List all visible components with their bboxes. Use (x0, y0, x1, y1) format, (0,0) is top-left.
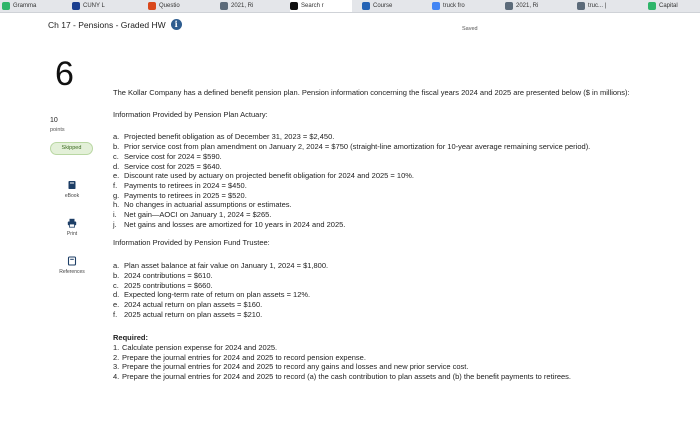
actuary-list (113, 132, 653, 229)
list-item (113, 220, 653, 230)
spacer (113, 319, 653, 333)
list-marker: i. (113, 210, 117, 220)
browser-tab[interactable] (577, 0, 637, 12)
list-text: Prepare the journal entries for 2024 and 2025 to record (a) the cash contribution to plan assets and (b) the benefit payments to retirees. (122, 372, 572, 382)
browser-tab[interactable] (290, 0, 352, 12)
saved-status: Saved (462, 26, 478, 32)
list-text: Payments to retirees in 2025 = $520. (124, 190, 247, 200)
skipped-badge: Skipped (50, 142, 93, 155)
points-value: 10 (50, 117, 58, 124)
list-item (113, 343, 653, 353)
list-text: Net gains and losses are amortized for 10 years in 2024 and 2025. (124, 219, 346, 229)
list-marker: 2. (113, 352, 120, 362)
list-item (113, 152, 653, 162)
printer-icon (67, 218, 77, 228)
browser-tab[interactable] (72, 0, 132, 12)
list-item (113, 200, 653, 210)
list-marker: h. (113, 200, 120, 210)
tab-favicon-icon (148, 2, 156, 10)
ebook-label: eBook (64, 193, 80, 199)
list-item (113, 281, 653, 291)
spacer (113, 229, 653, 238)
intro-paragraph: The Kollar Company has a defined benefit pension plan. Pension information concerning the fiscal years 2024 and 2025 are presented below ($ in millions): (113, 88, 630, 97)
tab-favicon-icon (290, 2, 298, 10)
tab-favicon-icon (362, 2, 370, 10)
list-text: No changes in actuarial assumptions or estimates. (124, 200, 292, 210)
list-item (113, 210, 653, 220)
list-text: Discount rate used by actuary on projected benefit obligation for 2024 and 2025 = 10%. (124, 171, 414, 181)
list-item (113, 191, 653, 201)
list-marker: c. (113, 280, 119, 290)
references-icon (67, 256, 77, 266)
list-item (113, 181, 653, 191)
ebook-button[interactable] (48, 180, 96, 199)
actuary-heading: Information Provided by Pension Plan Actuary: (113, 109, 268, 119)
required-heading: Required: (113, 333, 149, 343)
list-text: Calculate pension expense for 2024 and 2025. (122, 343, 278, 353)
points-label: points (50, 127, 65, 133)
list-text: 2025 actual return on plan assets = $210. (124, 309, 263, 319)
list-item (113, 171, 653, 181)
list-item (113, 353, 653, 363)
list-text: Net gain—AOCI on January 1, 2024 = $265. (124, 210, 272, 220)
list-text: 2024 actual return on plan assets = $160. (124, 299, 263, 309)
tab-label: Gramma (13, 3, 37, 9)
tab-label: 2021, Ri (516, 3, 539, 9)
tab-label: truck fro (443, 3, 465, 9)
list-item (113, 142, 653, 152)
list-text: Service cost for 2024 = $590. (124, 151, 222, 161)
browser-tab[interactable] (505, 0, 565, 12)
browser-tab[interactable] (2, 0, 60, 12)
tab-label: Course (373, 3, 393, 9)
list-item (113, 261, 653, 271)
list-text: Prepare the journal entries for 2024 and 2025 to record pension expense. (122, 352, 366, 362)
print-button[interactable] (48, 218, 96, 237)
tab-label: 2021, Ri (231, 3, 254, 9)
list-marker: 1. (113, 343, 120, 353)
browser-tab[interactable] (148, 0, 208, 12)
question-content (113, 88, 653, 382)
browser-tab[interactable] (220, 0, 280, 12)
list-marker: f. (113, 309, 118, 319)
browser-tab[interactable] (432, 0, 494, 12)
required-list (113, 343, 653, 382)
browser-tab[interactable] (362, 0, 422, 12)
list-item (113, 290, 653, 300)
list-item (113, 271, 653, 281)
tab-favicon-icon (648, 2, 656, 10)
list-text: Prepare the journal entries for 2024 and 2025 to record any gains and losses and new prior service cost. (122, 362, 469, 372)
fund-list (113, 261, 653, 319)
list-text: 2025 contributions = $660. (124, 280, 213, 290)
list-marker: d. (113, 161, 120, 171)
tab-label: Search r (301, 3, 324, 9)
list-text: Prior service cost from plan amendment on January 2, 2024 = $750 (straight-line amortization for 10-year average remaining service period). (124, 142, 591, 152)
list-marker: a. (113, 132, 120, 142)
list-marker: j. (113, 219, 117, 229)
list-text: Projected benefit obligation as of December 31, 2023 = $2,450. (124, 132, 335, 142)
tab-label: CUNY L (83, 3, 105, 9)
list-text: Plan asset balance at fair value on January 1, 2024 = $1,800. (124, 261, 329, 271)
references-button[interactable] (48, 256, 96, 275)
question-number: 6 (55, 55, 74, 93)
list-text: Payments to retirees in 2024 = $450. (124, 180, 247, 190)
list-marker: b. (113, 270, 120, 280)
list-item (113, 362, 653, 372)
list-marker: g. (113, 190, 120, 200)
tab-favicon-icon (505, 2, 513, 10)
list-text: 2024 contributions = $610. (124, 270, 213, 280)
references-label: References (59, 269, 85, 275)
list-marker: e. (113, 171, 120, 181)
info-icon[interactable]: i (171, 19, 182, 30)
list-marker: e. (113, 299, 120, 309)
tab-favicon-icon (2, 2, 10, 10)
list-item (113, 300, 653, 310)
list-item (113, 310, 653, 320)
list-marker: c. (113, 151, 119, 161)
assignment-title (48, 19, 182, 30)
browser-tab-bar (0, 0, 700, 13)
tab-label: truc... | (588, 3, 607, 9)
tab-label: Capital (659, 3, 678, 9)
assignment-title-text: Ch 17 - Pensions - Graded HW (48, 19, 166, 30)
tab-label: Questio (159, 3, 180, 9)
print-label: Print (66, 231, 78, 237)
tab-favicon-icon (577, 2, 585, 10)
list-text: Expected long-term rate of return on plan assets = 12%. (124, 290, 311, 300)
list-item (113, 162, 653, 172)
list-marker: 4. (113, 372, 120, 382)
tab-favicon-icon (432, 2, 440, 10)
tab-favicon-icon (220, 2, 228, 10)
browser-tab[interactable] (648, 0, 700, 12)
fund-heading: Information Provided by Pension Fund Trustee: (113, 238, 270, 248)
tab-favicon-icon (72, 2, 80, 10)
list-marker: a. (113, 261, 120, 271)
list-marker: 3. (113, 362, 120, 372)
list-item (113, 372, 653, 382)
list-item (113, 132, 653, 142)
list-text: Service cost for 2025 = $640. (124, 161, 222, 171)
list-marker: f. (113, 180, 118, 190)
list-marker: d. (113, 290, 120, 300)
list-marker: b. (113, 142, 120, 152)
book-icon (67, 180, 77, 190)
